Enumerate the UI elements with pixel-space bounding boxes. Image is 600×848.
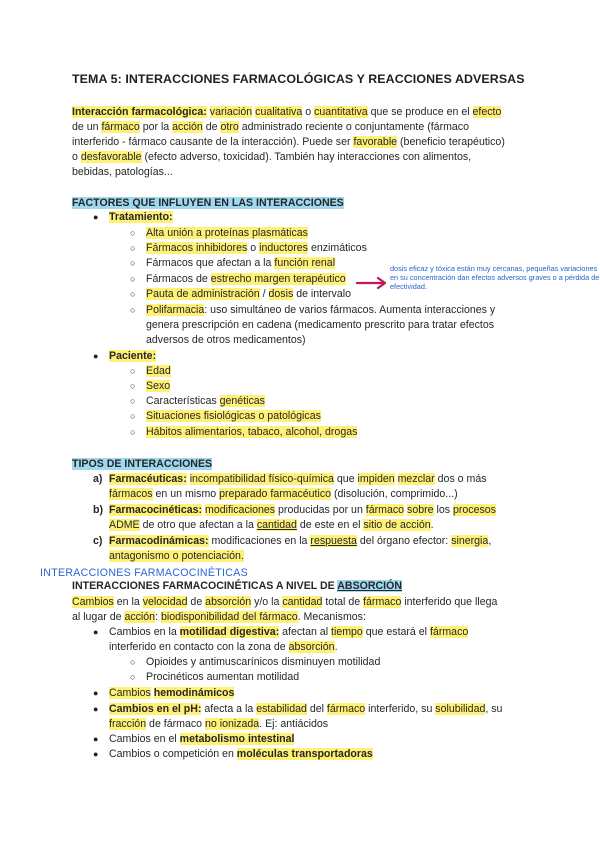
mecanismo-3-line-2: fracción de fármaco no ionizada. Ej: antiácidos (109, 718, 329, 730)
intro-line-1: Interacción farmacológica: variación cualitativa o cuantitativa que se produce en el efecto (72, 106, 502, 118)
tipo-c-line-2: antagonismo o potenciación. (109, 550, 244, 562)
bullet-circle: ○ (130, 381, 136, 391)
tratamiento-item-2: Fármacos inhibidores o inductores enzimáticos (146, 242, 367, 254)
tipo-b-marker: b) (93, 504, 103, 516)
tratamiento-label: Tratamiento: (109, 211, 173, 223)
tipo-b-line-2: ADME de otro que afectan a la cantidad de este en el sitio de acción. (109, 519, 434, 531)
mecanismo-1-line-2: interferido en contacto con la zona de absorción. (109, 641, 338, 653)
tipo-b-line-1: Farmacocinéticas: modificaciones producidas por un fármaco sobre los procesos (109, 504, 496, 516)
absorcion-line-1: Cambios en la velocidad de absorción y/o la cantidad total de fármaco interferido que llega (72, 596, 498, 608)
section-heading: INTERACCIONES FARMACOCINÉTICAS (40, 567, 248, 579)
bullet-circle: ○ (130, 672, 136, 682)
tipos-heading: TIPOS DE INTERACCIONES (72, 458, 213, 470)
bullet-dot: ● (93, 351, 99, 361)
intro-line-4: o desfavorable (efecto adverso, toxicidad). También hay interacciones con alimentos, (72, 151, 472, 163)
bullet-dot: ● (93, 688, 99, 698)
margin-note: dosis eficaz y tóxica están muy cercanas, pequeñas variaciones en su concentración dan efectos adversos graves o a pérdida de efectividad. (390, 264, 600, 291)
bullet-circle: ○ (130, 396, 136, 406)
absorcion-heading: INTERACCIONES FARMACOCINÉTICAS A NIVEL DE ABSORCIÓN (72, 580, 403, 592)
bullet-circle: ○ (130, 657, 136, 667)
tratamiento-item-6: Polifarmacia: uso simultáneo de varios fármacos. Aumenta interacciones y (146, 304, 496, 316)
paciente-item-4: Situaciones fisiológicas o patológicas (146, 410, 321, 422)
bullet-circle: ○ (130, 411, 136, 421)
mecanismo-1-line-1: Cambios en la motilidad digestiva: afectan al tiempo que estará el fármaco (109, 626, 469, 638)
mecanismo-2: Cambios hemodinámicos (109, 687, 235, 699)
tipo-c-marker: c) (93, 535, 103, 547)
paciente-item-2: Sexo (146, 380, 171, 392)
mecanismo-3-line-1: Cambios en el pH: afecta a la estabilidad del fármaco interferido, su solubilidad, su (109, 703, 503, 715)
tipo-a-line-2: fármacos en un mismo preparado farmacéutico (disolución, comprimido...) (109, 488, 458, 500)
bullet-circle: ○ (130, 274, 136, 284)
mecanismo-1-sub-2: Procinéticos aumentan motilidad (146, 671, 300, 683)
arrow-icon (355, 276, 389, 290)
mecanismo-4: Cambios en el metabolismo intestinal (109, 733, 295, 745)
paciente-item-1: Edad (146, 365, 171, 377)
paciente-item-5: Hábitos alimentarios, tabaco, alcohol, drogas (146, 426, 358, 438)
bullet-circle: ○ (130, 305, 136, 315)
page-title: TEMA 5: INTERACCIONES FARMACOLÓGICAS Y REACCIONES ADVERSAS (72, 72, 525, 86)
bullet-circle: ○ (130, 289, 136, 299)
intro-line-3: interferido - fármaco causante de la interacción). Puede ser favorable (beneficio terapéutico) (72, 136, 505, 148)
bullet-dot: ● (93, 627, 99, 637)
intro-line-2: de un fármaco por la acción de otro administrado reciente o conjuntamente (fármaco (72, 121, 469, 133)
bullet-dot: ● (93, 212, 99, 222)
bullet-dot: ● (93, 704, 99, 714)
paciente-label: Paciente: (109, 350, 157, 362)
tratamiento-item-5: Pauta de administración / dosis de intervalo (146, 288, 351, 300)
bullet-circle: ○ (130, 228, 136, 238)
tipo-a-line-1: Farmacéuticas: incompatibilidad físico-química que impiden mezclar dos o más (109, 473, 487, 485)
bullet-circle: ○ (130, 366, 136, 376)
paciente-item-3: Características genéticas (146, 395, 265, 407)
tratamiento-item-6-cont: genera prescripción en cadena (medicamento prescrito para tratar efectos (146, 319, 495, 331)
tratamiento-item-4: Fármacos de estrecho margen terapéutico (146, 273, 346, 285)
tratamiento-item-1: Alta unión a proteínas plasmáticas (146, 227, 308, 239)
mecanismo-5: Cambios o competición en moléculas transportadoras (109, 748, 373, 760)
factores-heading: FACTORES QUE INFLUYEN EN LAS INTERACCIONES (72, 197, 344, 209)
bullet-circle: ○ (130, 258, 136, 268)
bullet-circle: ○ (130, 243, 136, 253)
tratamiento-item-3: Fármacos que afectan a la función renal (146, 257, 336, 269)
mecanismo-1-sub-1: Opioides y antimuscarínicos disminuyen motilidad (146, 656, 381, 668)
tratamiento-item-6-cont: adversos de otros medicamentos) (146, 334, 306, 346)
intro-line-5: bebidas, patologías... (72, 166, 173, 178)
bullet-circle: ○ (130, 427, 136, 437)
bullet-dot: ● (93, 734, 99, 744)
tipo-a-marker: a) (93, 473, 103, 485)
bullet-dot: ● (93, 749, 99, 759)
tipo-c-line-1: Farmacodinámicas: modificaciones en la respuesta del órgano efector: sinergia, (109, 535, 492, 547)
absorcion-line-2: al lugar de acción: biodisponibilidad del fármaco. Mecanismos: (72, 611, 366, 623)
